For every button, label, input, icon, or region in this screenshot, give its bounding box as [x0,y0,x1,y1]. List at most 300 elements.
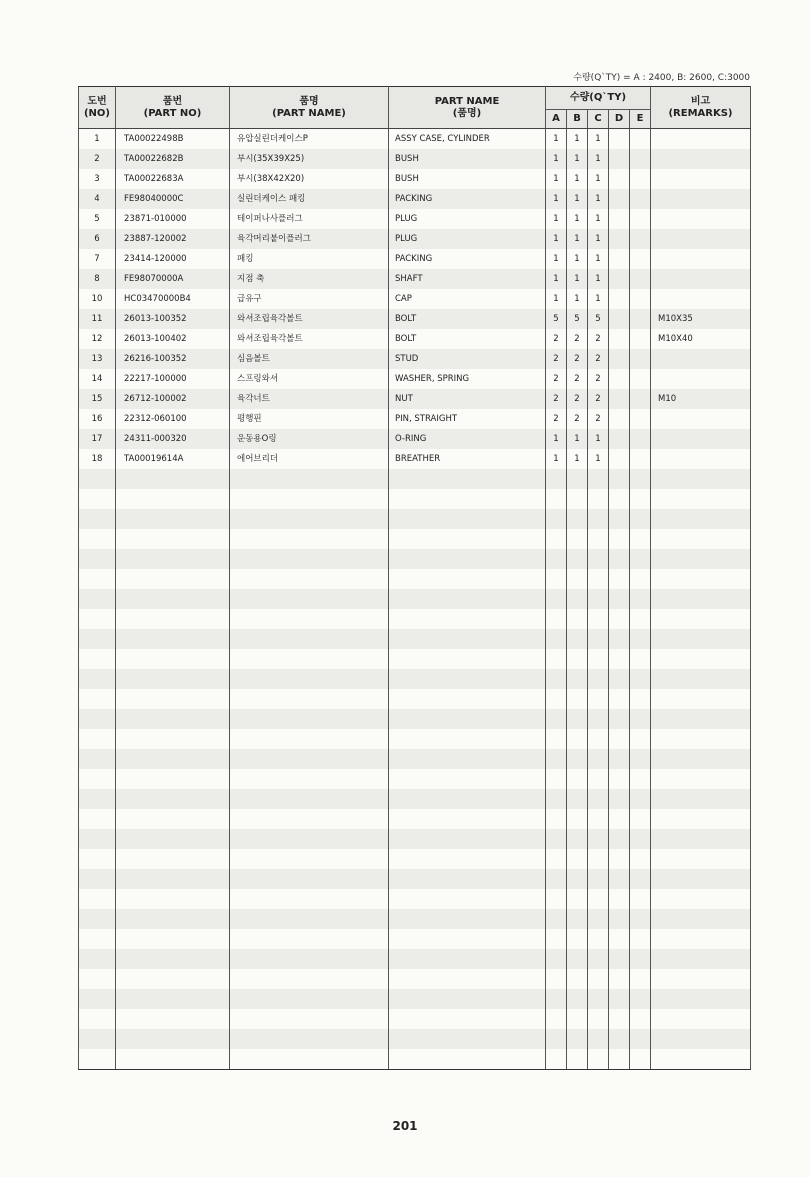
empty-cell [609,1029,630,1049]
empty-cell [567,509,588,529]
row-remarks [651,409,751,429]
row-qty-d [609,329,630,349]
header-part-name-ko: 품명 [299,95,319,107]
empty-cell [588,969,609,989]
row-no: 3 [79,169,116,189]
row-qty-d [609,429,630,449]
row-qty-d [609,249,630,269]
row-name-ko: 패킹 [230,249,389,269]
row-name-ko: 부시(35X39X25) [230,149,389,169]
row-qty-c: 1 [588,129,609,150]
row-remarks: M10X35 [651,309,751,329]
empty-cell [609,489,630,509]
empty-cell [651,609,751,629]
row-remarks: M10X40 [651,329,751,349]
empty-cell [651,509,751,529]
empty-cell [389,629,546,649]
row-no: 12 [79,329,116,349]
empty-cell [389,909,546,929]
empty-cell [389,969,546,989]
empty-cell [630,809,651,829]
row-part-no: TA00022683A [116,169,230,189]
table-header [79,87,751,129]
empty-cell [546,1009,567,1029]
empty-cell [588,489,609,509]
row-qty-b: 2 [567,329,588,349]
header-no-ko: 도번 [87,95,107,107]
row-name-ko: 실린더케이스 패킹 [230,189,389,209]
row-qty-d [609,409,630,429]
empty-cell [630,469,651,489]
empty-cell [651,889,751,909]
row-name-ko: 운동용O링 [230,429,389,449]
empty-cell [389,1049,546,1070]
row-no: 4 [79,189,116,209]
row-qty-e [630,449,651,469]
empty-cell [567,589,588,609]
table-row [79,449,751,469]
table-row [79,249,751,269]
header-remarks-ko: 비고 [690,95,711,107]
empty-cell [116,809,230,829]
row-qty-a: 1 [546,429,567,449]
empty-cell [630,969,651,989]
empty-cell [546,589,567,609]
empty-cell [609,649,630,669]
empty-cell [116,729,230,749]
empty-cell [79,509,116,529]
header-part-no-en: (PART NO) [143,107,202,119]
empty-cell [79,809,116,829]
empty-cell [567,1049,588,1070]
empty-cell [630,689,651,709]
empty-cell [546,829,567,849]
row-remarks [651,149,751,169]
empty-row [79,569,751,589]
empty-cell [588,709,609,729]
row-qty-e [630,209,651,229]
empty-cell [630,729,651,749]
empty-cell [389,649,546,669]
empty-cell [630,909,651,929]
empty-cell [609,629,630,649]
empty-cell [79,529,116,549]
empty-cell [79,549,116,569]
empty-cell [609,1049,630,1070]
row-name-en: PACKING [389,189,546,209]
header-part-no [116,87,230,129]
empty-cell [588,889,609,909]
empty-cell [651,849,751,869]
row-name-ko: 지점 축 [230,269,389,289]
empty-row [79,809,751,829]
empty-cell [79,729,116,749]
empty-cell [567,909,588,929]
row-name-ko: 유압실린더케이스P [230,129,389,150]
empty-cell [609,849,630,869]
empty-cell [116,769,230,789]
empty-cell [567,649,588,669]
row-part-no: 23871-010000 [116,209,230,229]
row-qty-a: 1 [546,449,567,469]
empty-cell [609,569,630,589]
empty-cell [651,829,751,849]
empty-cell [116,689,230,709]
row-remarks [651,349,751,369]
empty-cell [567,769,588,789]
empty-cell [588,549,609,569]
empty-cell [567,669,588,689]
empty-cell [389,709,546,729]
empty-cell [588,589,609,609]
row-qty-e [630,269,651,289]
empty-cell [567,849,588,869]
empty-cell [116,629,230,649]
empty-cell [230,849,389,869]
empty-cell [630,549,651,569]
empty-cell [567,709,588,729]
empty-row [79,1009,751,1029]
parts-table-container [78,86,750,1070]
empty-cell [230,669,389,689]
row-qty-a: 1 [546,209,567,229]
empty-cell [546,469,567,489]
table-row [79,409,751,429]
empty-cell [609,969,630,989]
empty-cell [630,1029,651,1049]
empty-row [79,509,751,529]
row-qty-a: 2 [546,329,567,349]
row-qty-c: 1 [588,449,609,469]
empty-cell [609,689,630,709]
empty-cell [230,489,389,509]
empty-cell [546,629,567,649]
row-qty-e [630,249,651,269]
table-row [79,349,751,369]
empty-cell [651,949,751,969]
empty-cell [630,489,651,509]
empty-cell [116,889,230,909]
empty-cell [230,789,389,809]
empty-cell [230,709,389,729]
empty-cell [567,629,588,649]
row-qty-e [630,189,651,209]
row-name-en: CAP [389,289,546,309]
empty-cell [230,989,389,1009]
header-no [79,87,116,129]
empty-cell [567,889,588,909]
row-qty-b: 2 [567,409,588,429]
row-qty-c: 1 [588,229,609,249]
table-row [79,209,751,229]
empty-cell [546,849,567,869]
empty-cell [116,669,230,689]
row-qty-c: 2 [588,369,609,389]
empty-cell [79,749,116,769]
row-qty-c: 5 [588,309,609,329]
empty-cell [588,829,609,849]
empty-cell [230,609,389,629]
empty-cell [609,789,630,809]
empty-cell [609,989,630,1009]
row-qty-c: 1 [588,429,609,449]
header-qty: 수량(Q`TY) [546,87,651,110]
table-row [79,189,751,209]
empty-cell [546,489,567,509]
row-qty-c: 2 [588,389,609,409]
empty-cell [651,569,751,589]
row-qty-a: 1 [546,229,567,249]
row-qty-b: 1 [567,429,588,449]
empty-cell [79,589,116,609]
empty-cell [230,509,389,529]
empty-cell [630,629,651,649]
empty-row [79,969,751,989]
empty-cell [567,469,588,489]
empty-cell [567,609,588,629]
empty-cell [651,929,751,949]
empty-cell [230,549,389,569]
row-qty-b: 1 [567,149,588,169]
header-part-name-en: (PART NAME) [272,107,346,119]
empty-cell [588,669,609,689]
empty-cell [116,949,230,969]
row-no: 17 [79,429,116,449]
empty-cell [546,729,567,749]
empty-cell [609,549,630,569]
row-name-ko: 평행핀 [230,409,389,429]
row-part-no: 22217-100000 [116,369,230,389]
row-name-ko: 육각너트 [230,389,389,409]
empty-cell [79,1009,116,1029]
empty-cell [230,1009,389,1029]
row-qty-a: 1 [546,149,567,169]
row-qty-d [609,269,630,289]
empty-cell [389,729,546,749]
table-row [79,389,751,409]
row-qty-e [630,369,651,389]
empty-cell [609,669,630,689]
empty-cell [630,1049,651,1070]
empty-cell [116,489,230,509]
row-qty-d [609,389,630,409]
empty-row [79,1029,751,1049]
empty-cell [546,929,567,949]
table-body [79,129,751,1070]
table-row [79,429,751,449]
empty-cell [630,869,651,889]
table-row [79,169,751,189]
row-qty-d [609,209,630,229]
row-name-ko: 와셔조립육각볼트 [230,329,389,349]
empty-cell [79,869,116,889]
empty-cell [630,709,651,729]
empty-cell [230,689,389,709]
empty-cell [630,669,651,689]
row-part-no: FE98040000C [116,189,230,209]
row-name-en: SHAFT [389,269,546,289]
empty-cell [116,569,230,589]
empty-cell [588,809,609,829]
empty-cell [546,889,567,909]
row-part-no: 23887-120002 [116,229,230,249]
empty-cell [389,769,546,789]
empty-cell [389,789,546,809]
empty-row [79,489,751,509]
empty-cell [588,789,609,809]
row-qty-a: 2 [546,369,567,389]
empty-cell [116,589,230,609]
empty-cell [651,589,751,609]
empty-cell [79,689,116,709]
header-qty-a: A [546,110,567,129]
row-qty-c: 1 [588,249,609,269]
row-name-en: PACKING [389,249,546,269]
empty-cell [651,909,751,929]
row-remarks [651,429,751,449]
empty-cell [567,829,588,849]
empty-cell [116,909,230,929]
row-qty-a: 1 [546,169,567,189]
empty-cell [651,749,751,769]
empty-cell [116,929,230,949]
header-qty-c: C [588,110,609,129]
empty-cell [546,549,567,569]
empty-cell [116,1049,230,1070]
empty-cell [116,789,230,809]
row-name-ko: 심음볼트 [230,349,389,369]
empty-cell [389,889,546,909]
empty-cell [651,529,751,549]
empty-cell [651,809,751,829]
row-remarks [651,289,751,309]
empty-cell [651,689,751,709]
row-part-no: 22312-060100 [116,409,230,429]
row-name-ko: 와셔조립육각볼트 [230,309,389,329]
empty-cell [230,909,389,929]
row-name-ko: 스프링와셔 [230,369,389,389]
empty-cell [609,509,630,529]
empty-row [79,729,751,749]
empty-cell [389,749,546,769]
row-qty-d [609,449,630,469]
row-qty-d [609,189,630,209]
empty-row [79,709,751,729]
row-name-en: BUSH [389,149,546,169]
empty-cell [588,949,609,969]
empty-cell [546,769,567,789]
empty-cell [546,509,567,529]
empty-cell [546,809,567,829]
header-no-en: (NO) [83,107,110,119]
header-remarks [651,87,751,129]
empty-row [79,689,751,709]
empty-cell [651,989,751,1009]
empty-cell [630,569,651,589]
empty-cell [116,469,230,489]
empty-cell [79,989,116,1009]
empty-row [79,629,751,649]
empty-cell [230,1029,389,1049]
empty-cell [630,769,651,789]
empty-row [79,889,751,909]
empty-cell [651,669,751,689]
empty-cell [630,649,651,669]
empty-cell [79,929,116,949]
row-qty-d [609,309,630,329]
row-qty-a: 1 [546,269,567,289]
header-part-no-ko: 품번 [162,95,183,107]
row-name-en: STUD [389,349,546,369]
empty-cell [651,789,751,809]
empty-cell [389,669,546,689]
row-qty-d [609,289,630,309]
empty-row [79,929,751,949]
row-name-en: PLUG [389,229,546,249]
row-qty-b: 2 [567,349,588,369]
row-remarks: M10 [651,389,751,409]
empty-cell [79,849,116,869]
row-qty-b: 1 [567,269,588,289]
empty-cell [230,569,389,589]
empty-cell [651,729,751,749]
empty-cell [609,929,630,949]
empty-cell [609,609,630,629]
row-part-no: TA00022498B [116,129,230,150]
row-part-no: 26013-100402 [116,329,230,349]
empty-cell [651,969,751,989]
empty-cell [567,689,588,709]
table-row [79,309,751,329]
empty-cell [609,869,630,889]
empty-cell [651,769,751,789]
row-name-en: O-RING [389,429,546,449]
row-part-no: 26712-100002 [116,389,230,409]
row-qty-e [630,149,651,169]
empty-cell [389,1029,546,1049]
empty-cell [588,729,609,749]
empty-cell [651,869,751,889]
empty-cell [389,929,546,949]
row-no: 14 [79,369,116,389]
empty-cell [588,769,609,789]
row-name-en: PIN, STRAIGHT [389,409,546,429]
empty-cell [116,609,230,629]
empty-cell [116,649,230,669]
row-qty-b: 1 [567,449,588,469]
empty-cell [230,869,389,889]
empty-cell [588,649,609,669]
row-qty-b: 1 [567,249,588,269]
row-part-no: TA00019614A [116,449,230,469]
empty-cell [609,909,630,929]
header-qty-e: E [630,110,651,129]
empty-cell [546,949,567,969]
empty-row [79,529,751,549]
empty-cell [588,929,609,949]
empty-cell [567,929,588,949]
row-qty-e [630,329,651,349]
empty-cell [230,929,389,949]
empty-cell [230,969,389,989]
row-qty-c: 1 [588,189,609,209]
empty-cell [116,709,230,729]
row-qty-d [609,369,630,389]
row-qty-d [609,229,630,249]
row-no: 18 [79,449,116,469]
empty-cell [546,989,567,1009]
empty-cell [588,469,609,489]
